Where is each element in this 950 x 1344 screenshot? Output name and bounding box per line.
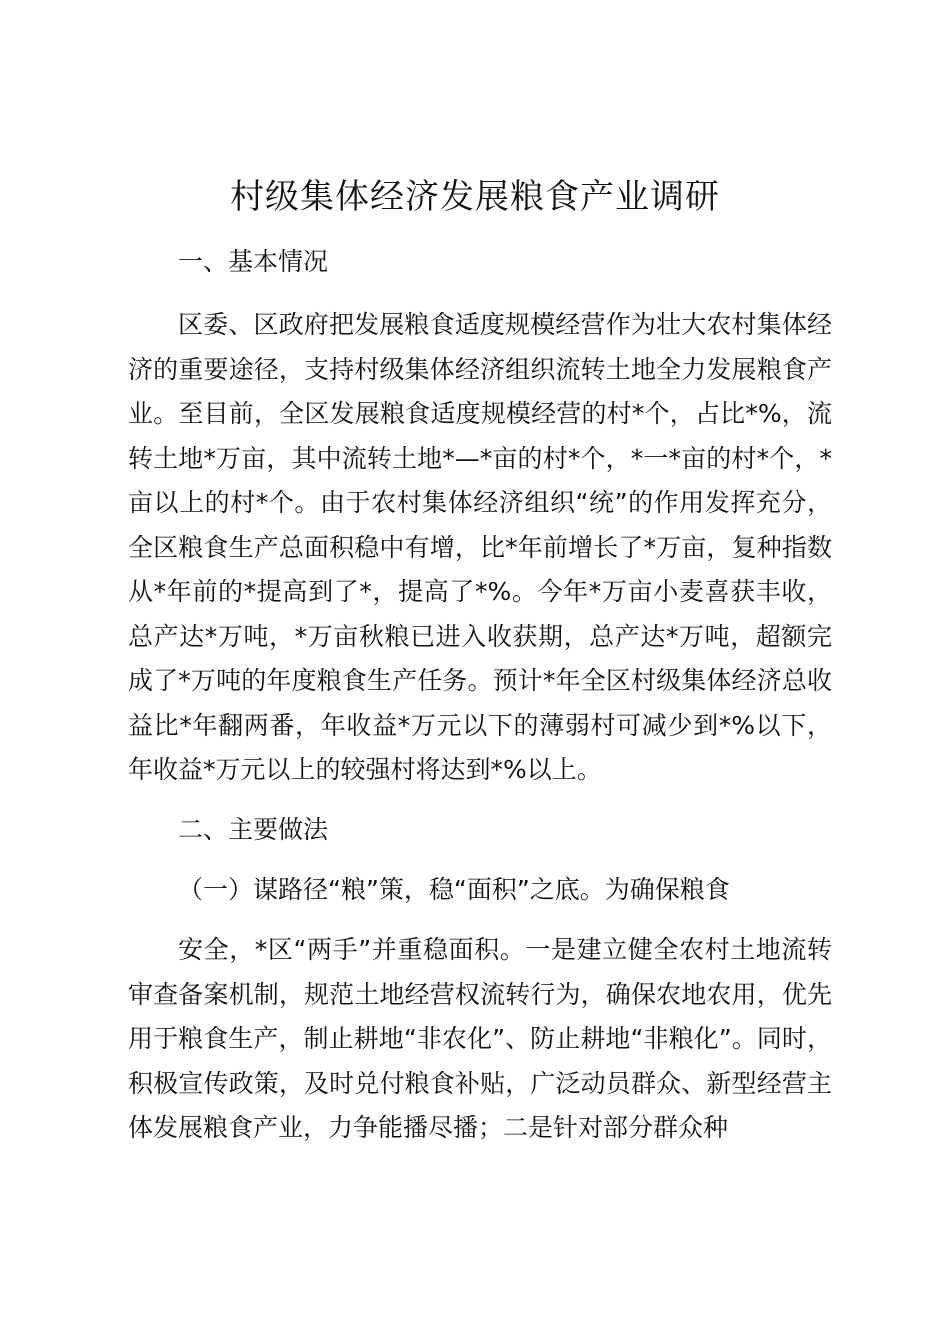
section-heading-main-practices: 二、主要做法	[178, 815, 329, 844]
paragraph-basic-situation: 区委、区政府把发展粮食适度规模经营作为壮大农村集体经济的重要途径，支持村级集体经济组织流转土地全力发展粮食产业。至目前，全区发展粮食适度规模经营的村*个，占比*%，流转土地*万亩，其中流转土地*—*亩的村*个，*一*亩的村*个，*亩以上的村*个。由于农村集体经济组织“统”的作用发挥充分，全区粮食生产总面积稳中有增，比*年前增长了*万亩，复种指数从*年前的*提高到了*，提高了*%。今年*万亩小麦喜获丰收，总产达*万吨，*万亩秋粮已进入收获期，总产达*万吨，超额完成了*万吨的年度粮食生产任务。预计*年全区村级集体经济总收益比*年翻两番，年收益*万元以下的薄弱村可减少到*%以下，年收益*万元以上的较强村将达到*%以上。	[128, 310, 832, 784]
subsection-heading-1: （一）谋路径“粮”策，稳“面积”之底。为确保粮食	[178, 875, 730, 904]
paragraph-subsection-1: 安全，*区“两手”并重稳面积。一是建立健全农村土地流转审查备案机制，规范土地经营权流转行为，确保农地农用，优先用于粮食生产，制止耕地“非农化”、防止耕地“非粮化”。同时，积极宣传政策，及时兑付粮食补贴，广泛动员群众、新型经营主体发展粮食产业，力争能播尽播；二是针对部分群众种	[128, 935, 832, 1142]
document-title: 村级集体经济发展粮食产业调研	[230, 177, 720, 217]
section-heading-basic-situation: 一、基本情况	[178, 247, 329, 276]
